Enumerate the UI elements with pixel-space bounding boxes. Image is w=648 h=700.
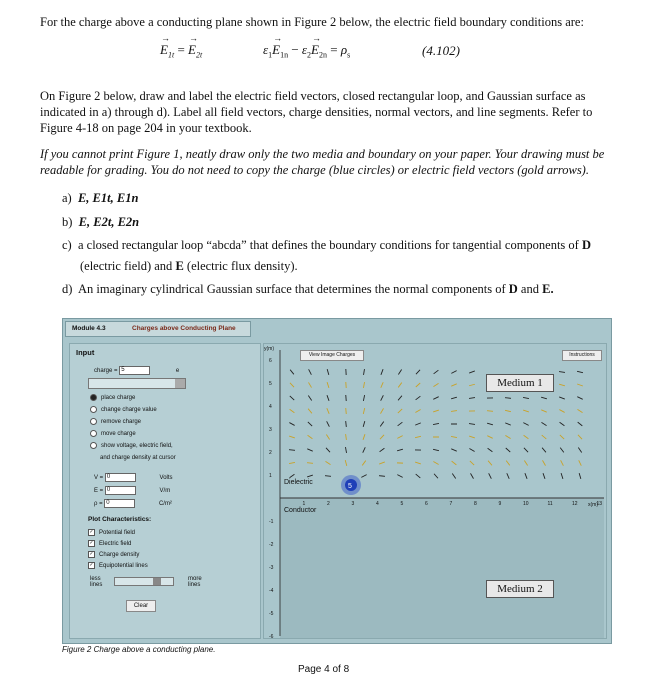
check-charge-density[interactable]: ✓ Charge density bbox=[89, 550, 140, 558]
input-header: Input bbox=[76, 348, 95, 357]
x-tick-label: 4 bbox=[376, 501, 379, 507]
plot-area bbox=[263, 343, 607, 639]
y-axis-unit: y(m) bbox=[264, 346, 274, 352]
item-b-vectors: E, E2t, E2n bbox=[78, 215, 140, 229]
equation bbox=[160, 33, 203, 60]
plot-options bbox=[88, 528, 148, 572]
module-label: Module 4.3 bbox=[72, 325, 106, 332]
dielectric-label: Dielectric bbox=[284, 479, 313, 486]
radio-move-charge[interactable]: move charge bbox=[90, 428, 176, 440]
y-tick-label: -1 bbox=[269, 519, 274, 525]
y-tick-label: -4 bbox=[269, 588, 274, 594]
y-tick-label: 4 bbox=[269, 404, 272, 410]
y-tick-label: -2 bbox=[269, 542, 274, 548]
charge-input[interactable]: 5 bbox=[119, 366, 150, 375]
v-readout: V = 0 Volts bbox=[94, 473, 173, 481]
mode-radio-group bbox=[90, 392, 176, 464]
view-image-charges-button[interactable]: View Image Charges bbox=[300, 350, 364, 361]
equation-number: (4.102) bbox=[422, 43, 460, 58]
radio-remove-charge[interactable]: remove charge bbox=[90, 416, 176, 428]
figure-caption: Figure 2 Charge above a conducting plane. bbox=[62, 645, 216, 654]
check-equipotential-lines[interactable]: ✓ Equipotential lines bbox=[89, 561, 148, 569]
intro-text: For the charge above a conducting plane shown in Figure 2 below, the electric field boundary conditions are: bbox=[40, 15, 584, 29]
x-tick-label: 11 bbox=[547, 501, 553, 507]
radio-change-charge-value[interactable]: change charge value bbox=[90, 404, 176, 416]
instructions-button[interactable]: Instructions bbox=[562, 350, 602, 361]
field-arrow bbox=[346, 421, 347, 427]
x-tick-label: 1 bbox=[302, 501, 306, 507]
y-tick-label: 2 bbox=[269, 450, 272, 456]
conductor-label: Conductor bbox=[284, 507, 317, 514]
item-b: b) E, E2t, E2n bbox=[62, 215, 140, 229]
y-tick-label: 1 bbox=[269, 473, 272, 479]
y-tick-label: 5 bbox=[269, 381, 272, 387]
page-number: Page 4 of 8 bbox=[298, 664, 350, 675]
rho-readout: ρ = 0 C/m² bbox=[94, 499, 172, 507]
item-d: d) An imaginary cylindrical Gaussian surface that determines the normal components of D and E. bbox=[62, 282, 554, 296]
check-electric-field[interactable]: ✓ Electric field bbox=[89, 539, 132, 547]
x-tick-label: 5 bbox=[400, 501, 404, 507]
module-panel bbox=[62, 318, 612, 644]
eq-equals: = bbox=[177, 42, 185, 57]
item-c: c) a closed rectangular loop “abcda” that defines the boundary conditions for tangential components of D bbox=[62, 238, 591, 252]
x-axis-unit: x(m) bbox=[588, 502, 598, 508]
item-a-vectors: E, E1t, E1n bbox=[77, 191, 139, 205]
x-tick-label: 9 bbox=[498, 501, 502, 507]
x-tick-label: 13 bbox=[596, 501, 603, 507]
y-ticks bbox=[269, 358, 274, 638]
medium2-label: Medium 2 bbox=[486, 580, 554, 598]
y-tick-label: -3 bbox=[269, 565, 274, 571]
y-tick-label: 6 bbox=[269, 358, 272, 364]
field-arrow bbox=[325, 476, 331, 477]
clear-button[interactable]: Clear bbox=[126, 600, 156, 612]
field-arrow bbox=[346, 408, 347, 414]
charge-marker-label: 5 bbox=[348, 483, 352, 490]
x-tick-label: 10 bbox=[523, 501, 529, 507]
radio-place-charge[interactable]: place charge bbox=[90, 392, 176, 404]
charge-row: charge = 5 e bbox=[94, 367, 180, 375]
equation-normal: $\varepsilon_1E$ → $_{1n} - \varepsilon_2E$ → $_{2n} = \rho_s$ bbox=[263, 33, 351, 60]
x-tick-label: 6 bbox=[425, 501, 428, 507]
radio-show-field[interactable]: show voltage, electric field, bbox=[90, 440, 176, 452]
x-tick-label: 12 bbox=[572, 501, 578, 507]
field-plot bbox=[264, 344, 606, 638]
x-tick-label: 2 bbox=[327, 501, 330, 507]
medium1-label: Medium 1 bbox=[486, 374, 554, 392]
x-tick-label: 8 bbox=[474, 501, 477, 507]
field-arrow bbox=[289, 450, 295, 451]
instructions-paragraph: On Figure 2 below, draw and label the electric field vectors, closed rectangular loop, and Gaussian surface as indicated in a) through d). Label all field vectors, charge densities, normal vectors, and line segments. Refer to Figure 4-18 on page 204 in your textbook. bbox=[40, 89, 593, 135]
charge-slider-thumb[interactable] bbox=[175, 379, 185, 388]
conductor-region bbox=[280, 498, 604, 638]
y-tick-label: -6 bbox=[269, 634, 274, 638]
x-tick-label: 7 bbox=[449, 501, 453, 507]
item-a: a) E, E1t, E1n bbox=[62, 191, 139, 205]
more-lines-label: more lines bbox=[188, 576, 202, 588]
plot-header: Plot Characteristics: bbox=[88, 516, 152, 523]
note-paragraph: If you cannot print Figure 1, neatly draw only the two media and boundary on your paper. Your drawing must be readable for grading. You do not need to copy the charge (blue circles) or electric field vectors (gold arrows). bbox=[40, 147, 605, 177]
module-title-bar bbox=[65, 321, 251, 337]
eq-e2t: E → $_{2t}$ bbox=[188, 33, 203, 60]
y-tick-label: -5 bbox=[269, 611, 274, 617]
charge-slider[interactable] bbox=[88, 378, 186, 389]
check-potential-field[interactable]: ✓ Potential field bbox=[89, 528, 136, 536]
y-tick-label: 3 bbox=[269, 427, 272, 433]
radio-show-field-continued: and charge density at cursor bbox=[100, 455, 176, 461]
input-panel bbox=[69, 343, 261, 639]
lines-slider-thumb[interactable] bbox=[153, 578, 161, 585]
field-arrow bbox=[505, 398, 511, 399]
eq-e1t: E → $_{1t}$ bbox=[160, 33, 175, 60]
less-lines-label: less lines bbox=[90, 576, 103, 588]
x-tick-label: 3 bbox=[351, 501, 355, 507]
module-title: Charges above Conducting Plane bbox=[132, 325, 236, 332]
readouts bbox=[94, 472, 173, 511]
lines-slider[interactable] bbox=[114, 577, 174, 586]
e-readout: E = 0 V/m bbox=[94, 486, 171, 494]
item-c-continued: (electric field) and E (electric flux density). bbox=[80, 259, 298, 273]
